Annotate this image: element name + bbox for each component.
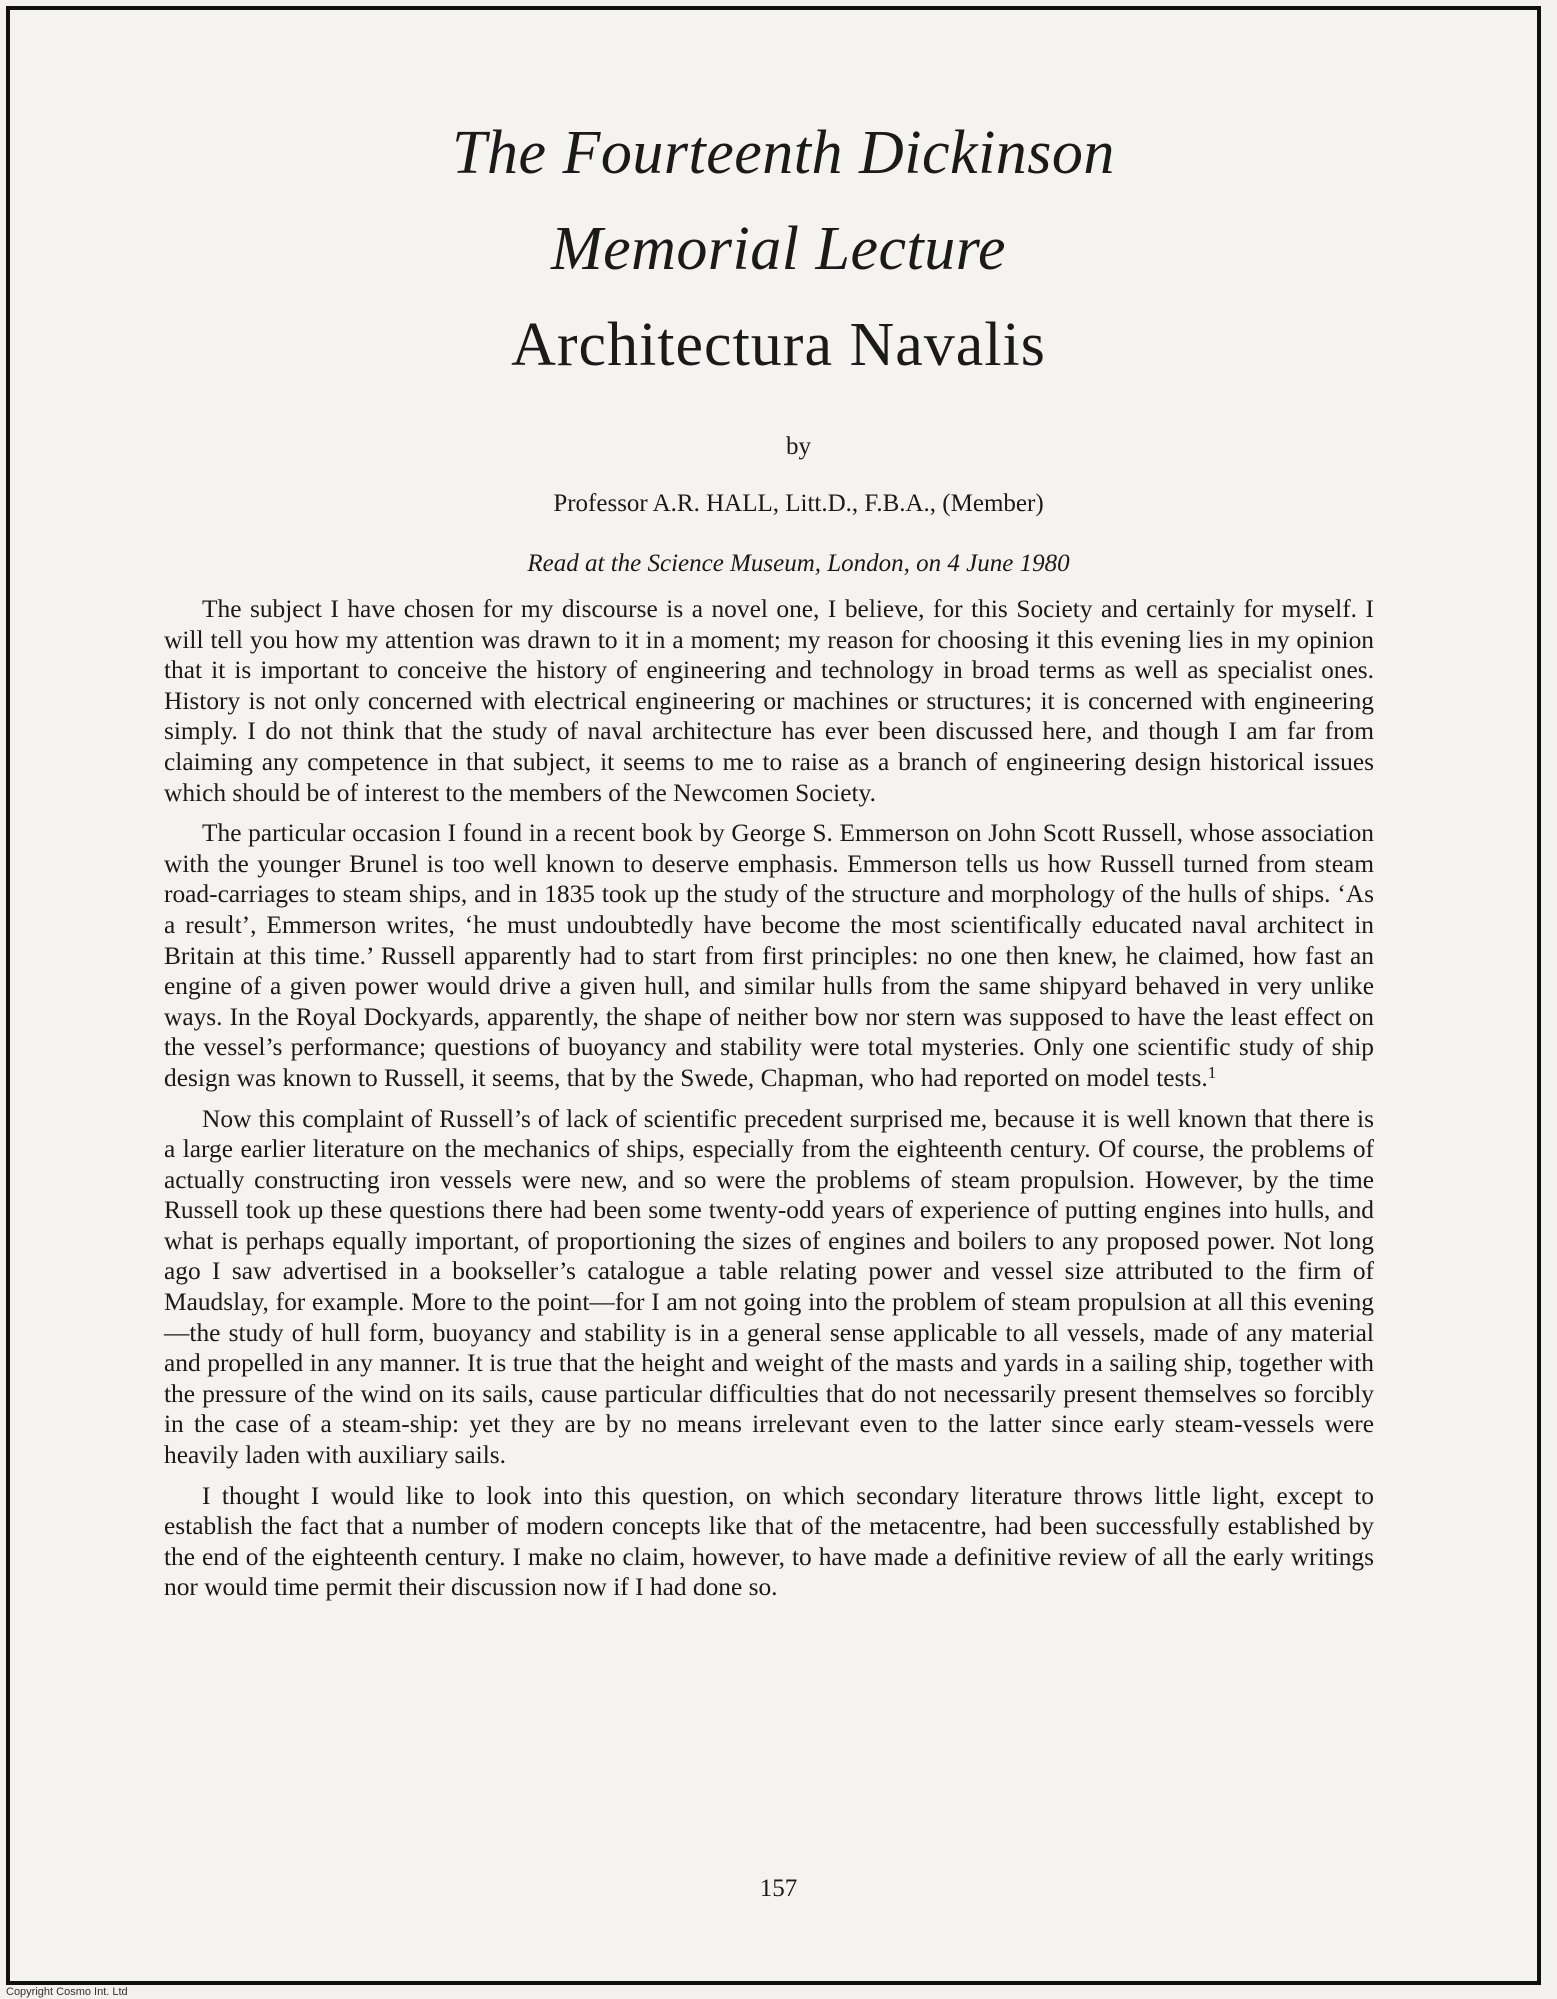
copyright-notice: Copyright Cosmo Int. Ltd: [6, 1986, 128, 1998]
body-text: [164, 594, 1374, 1613]
paragraph-3: Now this complaint of Russell’s of lack of scientific precedent surprised me, because it is well known that there is a large earlier literature on the mechanics of ships, especially from the eighteenth century. Of course, the problems of actually constructing iron vessels were new, and so were the problems of steam propulsion. However, by the time Russell took up these questions there had been some twenty-odd years of experience of putting engines into hulls, and what is perhaps equally important, of proportioning the sizes of engines and boilers to any proposed power. Not long ago I saw advertised in a bookseller’s catalogue a table relating power and vessel size attributed to the firm of Maudslay, for example. More to the point—for I am not going into the problem of steam propulsion at all this evening—the study of hull form, buoyancy and stability is in a general sense applicable to all vessels, made of any material and propelled in any manner. It is true that the height and weight of the masts and yards in a sailing ship, together with the pressure of the wind on its sails, cause particular difficulties that do not necessarily present themselves so forcibly in the case of a steam-ship: yet they are by no means irrelevant even to the latter since early steam-vessels were heavily laden with auxiliary sails.: [164, 1104, 1374, 1470]
title-line-1: The Fourteenth Dickinson: [452, 119, 1115, 187]
read-at-line: Read at the Science Museum, London, on 4 June 1980: [527, 550, 1070, 577]
title-block: [0, 105, 1557, 393]
footnote-marker: 1: [1207, 1062, 1217, 1082]
paragraph-4: I thought I would like to look into this question, on which secondary literature throws little light, except to establish the fact that a number of modern concepts like that of the metacentre, had been successfully established by the end of the eighteenth century. I make no claim, however, to have made a definitive review of all the early writings nor would time permit their discussion now if I had done so.: [164, 1481, 1374, 1602]
title-line-3: Architectura Navalis: [511, 311, 1046, 379]
title-line-2: Memorial Lecture: [550, 215, 1007, 283]
by-label: by: [786, 433, 811, 460]
page-number: 157: [759, 1875, 798, 1902]
paragraph-2-text: The particular occasion I found in a recent book by George S. Emmerson on John Scott Russell, whose association with the younger Brunel is too well known to deserve emphasis. Emmerson tells us how Russell turned from steam road-carriages to steam ships, and in 1835 took up the study of the structure and morphology of the hulls of ships. ‘As a result’, Emmerson writes, ‘he must undoubtedly have become the most scientifically educated naval architect in Britain at this time.’ Russell apparently had to start from first principles: no one then knew, he claimed, how fast an engine of a given power would drive a given hull, and similar hulls from the same shipyard behaved in very unlike ways. In the Royal Dockyards, apparently, the shape of neither bow nor stern was supposed to have the least effect on the vessel’s performance; questions of buoyancy and stability were total mysteries. Only one scientific study of ship design was known to Russell, it seems, that by the Swede, Chapman, who had reported on model tests.: [164, 819, 1374, 1092]
author-line: Professor A.R. HALL, Litt.D., F.B.A., (Member): [553, 490, 1044, 517]
paragraph-1: The subject I have chosen for my discourse is a novel one, I believe, for this Society and certainly for myself. I will tell you how my attention was drawn to it in a moment; my reason for choosing it this evening lies in my opinion that it is important to conceive the history of engineering and technology in broad terms as well as specialist ones. History is not only concerned with electrical engineering or machines or structures; it is concerned with engineering simply. I do not think that the study of naval architecture has ever been discussed here, and though I am far from claiming any competence in that subject, it seems to me to raise as a branch of engineering design historical issues which should be of interest to the members of the Newcomen Society.: [164, 595, 1374, 807]
paragraph-2: [164, 818, 1374, 1093]
